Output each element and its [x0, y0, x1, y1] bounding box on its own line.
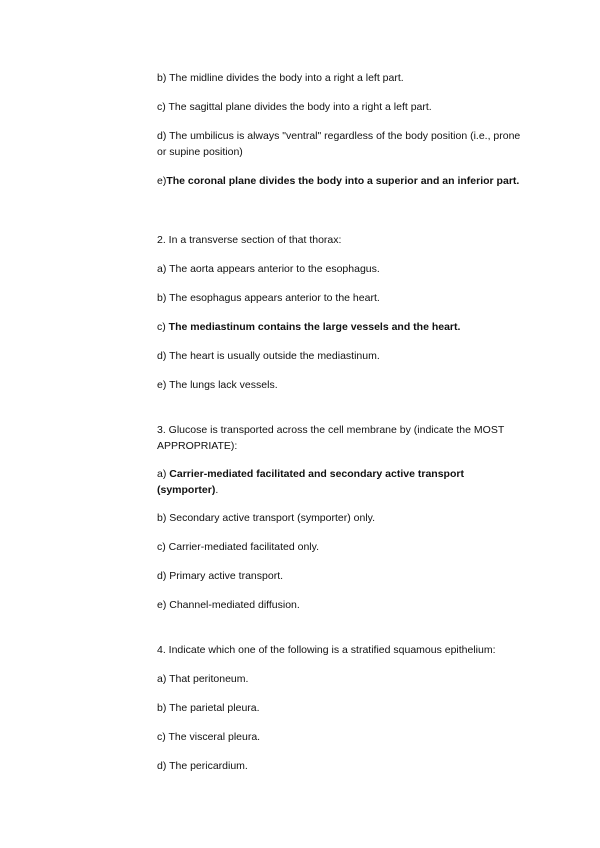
q3-option-c: c) Carrier-mediated facilitated only.	[157, 541, 320, 553]
q2-option-a: a) The aorta appears anterior to the esophagus.	[157, 263, 380, 275]
q2-option-c-prefix: c)	[157, 321, 169, 333]
q3-option-b: b) Secondary active transport (symporter) only.	[157, 512, 376, 524]
q2-option-b: b) The esophagus appears anterior to the heart.	[157, 292, 380, 304]
q3-option-a-prefix: a)	[157, 468, 170, 480]
q1-option-d: d) The umbilicus is always "ventral" regardless of the body position (i.e., prone or supine position)	[157, 130, 521, 158]
q2-correct-answer: The mediastinum contains the large vessels and the heart.	[168, 321, 461, 333]
q4-option-d: d) The pericardium.	[157, 760, 248, 772]
q1-correct-answer: The coronal plane divides the body into a superior and an inferior part.	[166, 175, 520, 187]
q2-option-d: d) The heart is usually outside the mediastinum.	[157, 350, 380, 362]
q3-option-e: e) Channel-mediated diffusion.	[157, 599, 300, 611]
q1-option-c: c) The sagittal plane divides the body into a right a left part.	[157, 101, 432, 113]
q1-option-e	[157, 173, 527, 189]
q3-option-a	[157, 466, 527, 498]
q4-option-b: b) The parietal pleura.	[157, 702, 260, 714]
q3-option-a-suffix: .	[215, 484, 219, 496]
q2-stem: 2. In a transverse section of that thorax:	[157, 234, 342, 246]
q3-stem: 3. Glucose is transported across the cell membrane by (indicate the MOST APPROPRIATE):	[157, 424, 505, 452]
q1-option-e-prefix: e)	[157, 175, 167, 187]
q3-correct-answer: Carrier-mediated facilitated and secondary active transport (symporter)	[157, 468, 464, 496]
q1-option-b: b) The midline divides the body into a right a left part.	[157, 72, 404, 84]
q3-option-d: d) Primary active transport.	[157, 570, 284, 582]
q4-option-c: c) The visceral pleura.	[157, 731, 261, 743]
q2-option-c	[157, 319, 527, 335]
q4-option-a: a) That peritoneum.	[157, 673, 249, 685]
q4-stem: 4. Indicate which one of the following is a stratified squamous epithelium:	[157, 644, 496, 656]
q2-option-e: e) The lungs lack vessels.	[157, 379, 278, 391]
